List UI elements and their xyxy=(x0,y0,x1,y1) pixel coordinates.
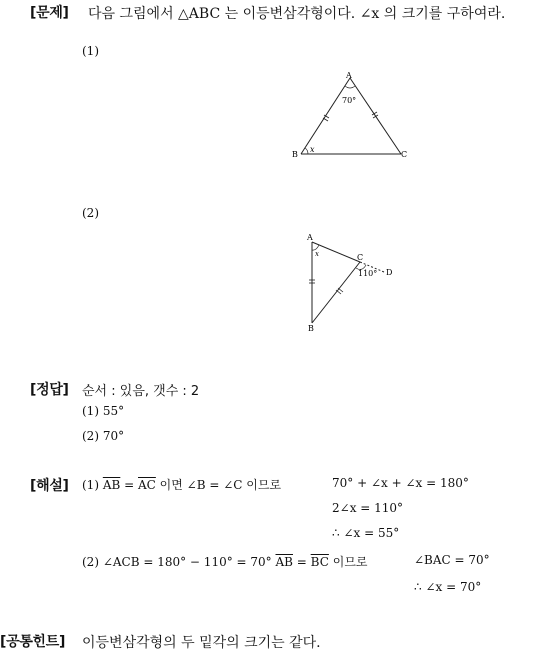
problem-text: 다음 그림에서 △ABC 는 이등변삼각형이다. ∠x 의 크기를 구하여라. xyxy=(88,6,506,22)
side-bc xyxy=(312,262,360,323)
answer-1: (1) 55° xyxy=(82,404,125,418)
segment-ab: $\overline{AB}$ xyxy=(275,555,293,569)
formula-2-2: ∴ ∠x = 70° xyxy=(414,580,482,594)
side-ac xyxy=(312,242,360,262)
figure-2-triangle xyxy=(298,230,398,335)
figure-1-triangle xyxy=(290,70,410,162)
equals-sign: = xyxy=(292,555,311,569)
angle-c-label: 110° xyxy=(358,269,378,278)
equals-sign: = xyxy=(120,478,138,492)
side-ac xyxy=(350,78,401,154)
formula-2-1: ∠BAC = 70° xyxy=(414,553,490,567)
condition-text: 이므로 xyxy=(328,555,368,569)
equal-tick-bc xyxy=(336,288,343,294)
explanation-line-2 xyxy=(82,553,368,570)
answer-label: [정답] xyxy=(30,382,69,398)
angle-arc-a xyxy=(345,86,355,88)
vertex-b-label: B xyxy=(308,324,314,333)
segment-bc: $\overline{BC}$ xyxy=(310,555,329,569)
part1-number: (1) xyxy=(82,478,99,492)
answer-meta: 순서 : 있음, 갯수 : 2 xyxy=(82,384,200,399)
part2-number: (2) xyxy=(82,206,99,220)
vertex-a-label: A xyxy=(346,71,352,80)
angle-arc-b xyxy=(305,148,308,154)
condition-text: 이면 ∠B = ∠C 이므로 xyxy=(155,478,282,492)
segment-ac: $\overline{AC}$ xyxy=(138,478,156,492)
answer-2: (2) 70° xyxy=(82,429,125,443)
vertex-b-label: B xyxy=(292,150,298,159)
formula-1-2: 2∠x = 110° xyxy=(332,501,404,515)
angle-a-label: 70° xyxy=(342,96,357,105)
part2-calc: (2) ∠ACB = 180° − 110° = 70° xyxy=(82,555,272,569)
part1-number: (1) xyxy=(82,44,99,58)
hint-label: [공통힌트] xyxy=(0,634,66,650)
vertex-d-label: D xyxy=(386,268,393,277)
explanation-label: [해설] xyxy=(30,478,69,494)
formula-1-1: 70° + ∠x + ∠x = 180° xyxy=(332,476,469,490)
formula-1-3: ∴ ∠x = 55° xyxy=(332,526,400,540)
segment-ab: $\overline{AB}$ xyxy=(102,478,121,492)
explanation-line-1 xyxy=(82,476,281,493)
angle-x-label: x xyxy=(310,145,315,154)
vertex-c-label: C xyxy=(401,150,408,159)
hint-text: 이등변삼각형의 두 밑각의 크기는 같다. xyxy=(82,635,321,651)
vertex-a-label: A xyxy=(307,233,313,242)
problem-label: [문제] xyxy=(30,5,69,21)
vertex-c-label: C xyxy=(357,253,364,262)
angle-x-label: x xyxy=(315,250,319,258)
